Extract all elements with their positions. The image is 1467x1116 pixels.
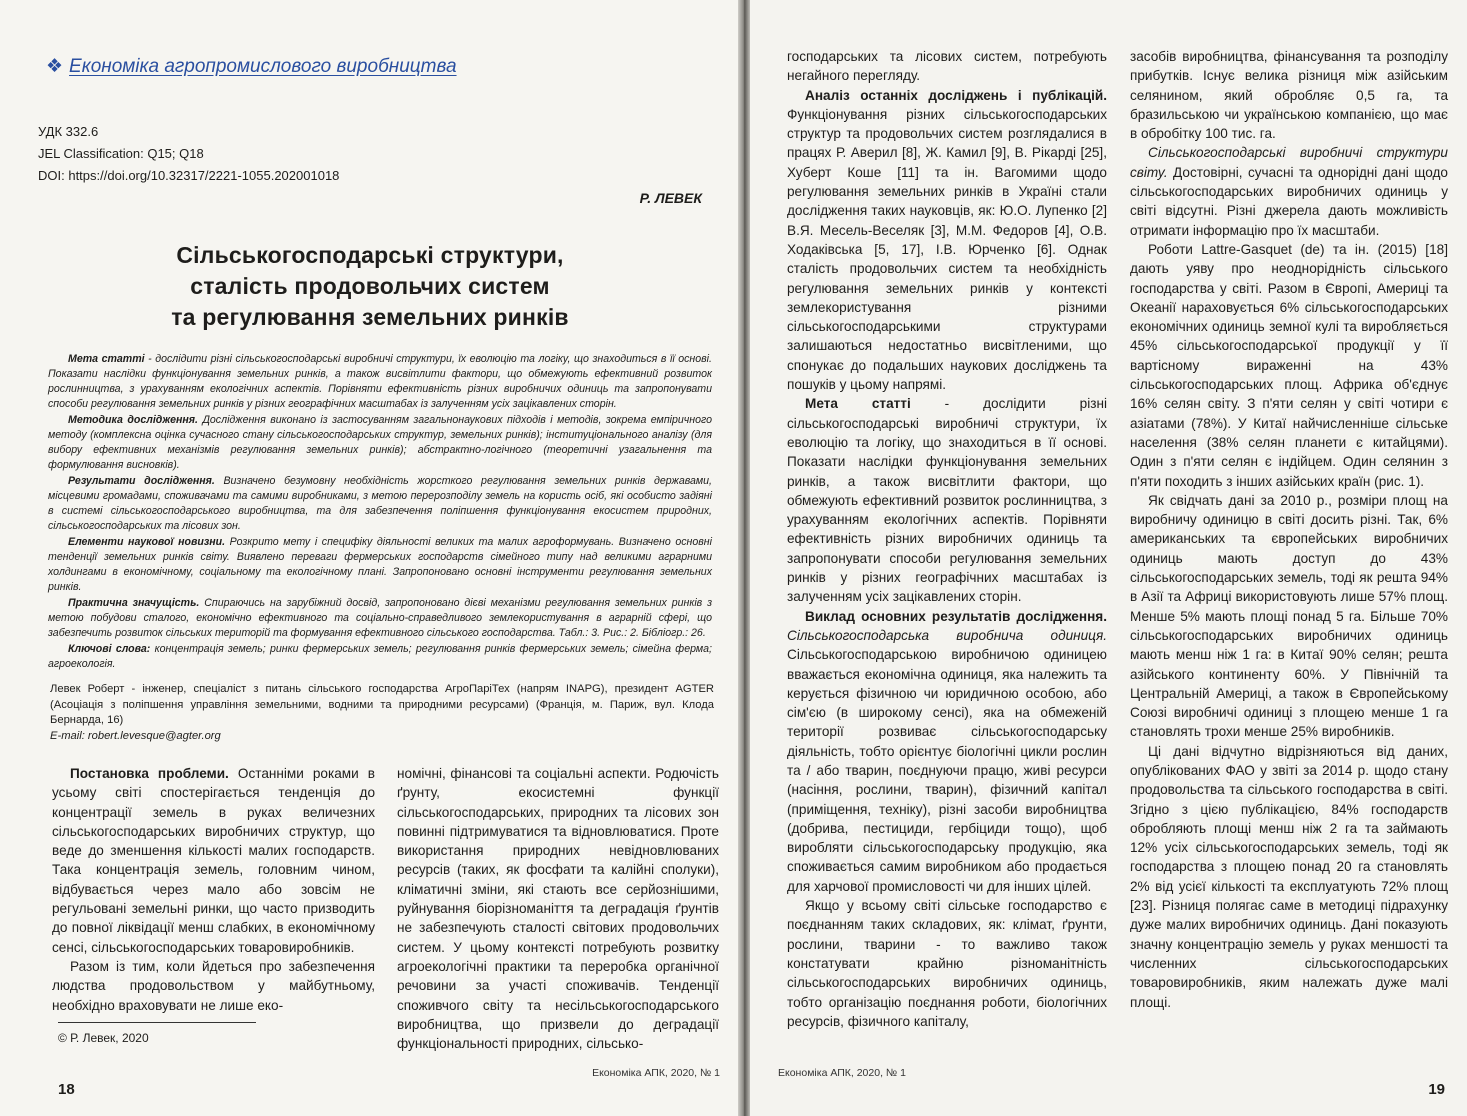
footnote-rule [58,1022,256,1023]
section-heading [46,55,457,78]
abstract-text: Визначено безумовну необхідність жорсткого регулювання земельних ринків державами, місцевими громадами, споживачами та самими виробниками, з метою перерозподілу земель на користь осіб, які особисто задіяні в системі сільськогосподарського виробництва, та для забезпечення поліпшення функціонування екосистем природних, сільськогосподарських та лісових зон. [48,475,712,532]
paragraph [787,86,1107,395]
author-name: Р. ЛЕВЕК [639,190,702,206]
article-title [60,240,680,333]
abstract-label: Результати дослідження. [68,475,215,487]
abstract-text: - дослідити різні сільськогосподарські виробничі структури, їх еволюцію та логіку, що знаходиться в її основі. Показати наслідки функціонування земельних ринків, а також висвітлити фактори, що обмежують ефективний розвиток рослинництва, з урахуванням екологічних аспектів. Порівняти ефективність різних виробничих одиниць та запропонувати способи регулювання земельних ринків у різних географічних масштабах із залученням усіх зацікавлених сторін. [48,353,712,410]
paragraph [787,607,1107,896]
paragraph [1130,491,1448,742]
running-footer: Економіка АПК, 2020, № 1 [778,1067,906,1079]
paragraph [787,394,1107,606]
left-page-column-1 [52,764,375,1015]
running-footer: Економіка АПК, 2020, № 1 [592,1067,720,1079]
paragraph [1130,742,1448,1012]
title-line: та регулювання земельних ринків [171,304,569,330]
section-heading-text: Економіка агропромислового виробництва [69,56,457,77]
abstract-paragraph [48,413,712,473]
title-line: сталість продовольчих систем [190,273,550,299]
paragraph [787,47,1107,86]
doi: DOI: https://doi.org/10.32317/2221-1055.202001018 [38,168,340,183]
abstract-label: Методика дослідження. [68,414,198,426]
paragraph-lead: Виклад основних результатів дослідження. [805,608,1107,624]
right-page [750,0,1467,1116]
paragraph [1130,47,1448,143]
abstract-label: Практична значущість. [68,597,200,609]
paragraph [52,764,375,957]
abstract-label: Елементи наукової новизни. [68,536,226,548]
author-bio [50,682,714,744]
abstract-paragraph [48,474,712,534]
abstract-text: Розкрито мету і специфіку діяльності великих та малих агроформувань. Визначено основні тенденції земельних ринків світу. Виявлено переваги фермерських господарств сімейного типу над великими аграрними холдингами в економічному, соціальному та екологічному плані. Запропоновано основні інструменти регулювання земельних ринків. [48,536,712,593]
bio-text: Левек Роберт - інженер, спеціаліст з питань сільського господарства АгроПаріТех (напрям INAPG), президент AGTER (Асоціація з поліпшення управління земельними, водними та природними ресурсами) (Франція, м. Париж, вул. Клода Бернарда, 16) [50,683,714,726]
abstract-paragraph [48,642,712,672]
paragraph-text: Сільськогосподарською виробничою одиницею вважається економічна одиниця, яка належить та керується фізичною чи юридичною особою, або сім'єю (в широкому сенсі), яка на обмеженій території розвиває сільськогосподарську діяльність, тобто орієнтує біологічні цикли рослин та / або тварин, поєднуючи працю, живі ресурси (насіння, рослини, тварин), фізичний капітал (приміщення, техніку), різні засоби виробництва (добрива, пестициди, гербіциди тощо), щоб виробляти сільськогосподарську продукцію, яка споживається самим виробником або продається для харчової промисловості чи для інших цілей. [787,647,1107,894]
paragraph-text: Ці дані відчутно відрізняються від даних, опублікованих ФАО у звіті за 2014 р. щодо стану продовольства та сільського господарства в світі. Згідно з цією публікацією, 84% господарств обробляють площі менш ніж 2 га та займають 12% усіх сільськогосподарських земель, тоді як господарства з площею понад 20 га становлять 2% від усієї кількості та експлуатують 72% площ [23]. Різниця полягає саме в методиці підрахунку дуже малих виробничих одиниць. Дані показують значну концентрацію земель у руках меншості та численних сільськогосподарських товаровиробників, яким належать дуже малі площі. [1130,743,1448,1010]
title-line: Сільськогосподарські структури, [176,242,564,268]
abstract-label: Мета статті [68,353,145,365]
paragraph-text: Функціонування різних сільськогосподарських структур та продовольчих систем розглядалися в працях Р. Аверил [8], Ж. Камил [9], В. Рікарді [25], Хуберт Коше [11] та ін. Вагомими щодо регулювання земельних ринків в Україні стали дослідження таких науковців, як: Ю.О. Лупенко [2] В.Я. Месель-Веселяк [3], М.М. Федоров [4], О.В. Ходаківська [5, 17], І.В. Юрченко [6]. Однак сталість продовольчих систем та необхідність регулювання земельних ринків у контексті землекористування різними сільськогосподарськими структурами залишаються недостатньо висвітленими, що спонукає до подальших наукових досліджень та пошуків у цьому напрямі. [787,106,1107,393]
paragraph-text: - дослідити різні сільськогосподарські виробничі структури, їх еволюцію та логіку, що знаходиться в її основі. Показати наслідки функціонування земельних ринків, а також висвітлити фактори, що обмежують ефективний розвиток рослинництва, з урахуванням екологічних аспектів. Порівняти ефективність різних виробничих одиниць та запропонувати способи регулювання земельних ринків у різних географічних масштабах із залученням усіх зацікавлених сторін. [787,396,1107,605]
spine-gutter [738,0,750,1116]
abstract-paragraph [48,352,712,412]
author-email: E-mail: robert.levesque@agter.org [50,729,221,742]
paragraph-text: Разом із тим, коли йдеться про забезпечення людства продовольством у майбутньому, необхідно враховувати не лише еко- [52,958,375,1013]
paragraph [397,764,719,1053]
abstract-text: Дослідження виконано із застосуванням загальнонаукових підходів і методів, зокрема емпіричного методу (комплексна оцінка сучасного стану сільськогосподарських структур, земельних ринків); інституціонального аналізу (для вибору ефективних механізмів регулювання земельних ринків); абстрактно-логічного (теоретичні узагальнення та формулювання висновків). [48,414,712,471]
paragraph-lead: Постановка проблеми. [70,766,229,781]
abstract-label: Ключові слова: [68,643,151,655]
paragraph-subheading: Сільськогосподарські виробничі структури світу. [1130,145,1448,180]
jel-classification: JEL Classification: Q15; Q18 [38,146,204,161]
abstract-paragraph [48,596,712,641]
paragraph [1130,240,1448,491]
paragraph-text: Роботи Lattre-Gasquet (de) та ін. (2015) [18] дають уяву про неоднорідність сільського господарства у світі. Разом в Європі, Америці та Океанії нараховується 6% сільськогосподарських економічних одиниць земної кулі та виробляється 45% сільськогосподарської продукції у її вартісному вираженні на 43% сільськогосподарських площ. Африка об'єднує 16% селян світу. З п'яти селян у світі чотири є азіатами (78%). У Китаї найчисленніше сільське населення (38% селян планети є китайцями). Один з п'яти селян є індійцем. Один селянин з п'яти походить з інших азійських країн (рис. 1). [1130,241,1448,489]
copyright-note: © Р. Левек, 2020 [58,1031,149,1045]
paragraph-text: господарських та лісових систем, потребують негайного перегляду. [787,49,1107,84]
diamond-bullet-icon: ❖ [46,56,64,77]
paragraph-text: Останніми роками в усьому світі спостерігається тенденція до концентрації земель в руках величезних сільськогосподарських виробничих структур, що веде до зменшення кількості малих господарств. Така концентрація земель, головним чином, відбувається через мало або зовсім не регульовані земельні ринки, що часто призводить до повної ліквідації менш слабких, в економічному сенсі, сільськогосподарських товаровиробників. [52,766,375,955]
abstract-paragraph [48,535,712,595]
paragraph-text: Як свідчать дані за 2010 р., розміри площ на виробничу одиницю в світі досить різні. Так, 6% американських та європейських виробничих одиниць мають доступ до 43% сільськогосподарських земель, тоді як решта 94% в Азії та Африці використовують лише 57% площ. Менше 5% мають площі понад 5 га. Більше 70% сільськогосподарських виробничих одиниць мають менш ніж 1 га: в Китаї 90% селян; решта азійського континенту 60%. У Північній та Центральній Америці, а також в Європейському Союзі виробничі одиниці з площею менше 1 га становлять трохи менше 25% виробників. [1130,492,1448,740]
udk-code: УДК 332.6 [38,124,99,139]
right-page-column-1 [787,47,1107,1031]
right-page-column-2 [1130,47,1448,1012]
paragraph-text: засобів виробництва, фінансування та розподілу прибутків. Існує велика різниця між азійським селянином, який обробляє 0,5 га, та бразильською чи українською компанією, що має в обробітку 100 тис. га. [1130,49,1448,142]
paragraph-lead: Аналіз останніх досліджень і публікацій. [805,87,1107,103]
paragraph [1130,143,1448,239]
abstract-text: концентрація земель; ринки фермерських земель; регулювання ринків фермерських земель; сімейна ферма; агроекологія. [48,643,712,670]
page-number: 18 [58,1081,75,1098]
page-number: 19 [1428,1081,1445,1098]
paragraph-text: Достовірні, сучасні та однорідні дані щодо сільськогосподарських виробничих одиниць у світі відсутні. Різні джерела дають можливість отримати інформацію про їх масштаби. [1130,164,1448,238]
abstract [48,352,712,673]
left-page-column-2 [397,764,719,1053]
paragraph [787,896,1107,1031]
paragraph-text: Якщо у всьому світі сільське господарство є поєднанням таких складових, як: клімат, ґрунти, рослини, тварини - то важливо також констатувати крайню різноманітність сільськогосподарських виробничих одиниць, тобто організацію поєднання роботи, біологічних ресурсів, фізичного капіталу, [787,898,1107,1029]
paragraph [52,957,375,1015]
paragraph-lead: Мета статті [805,396,911,412]
abstract-text: Спираючись на зарубіжний досвід, запропоновано дієві механізми регулювання земельних ринків з метою побудови сталого, економічно ефективного та соціально-справедливого землекористування в аграрній сфері, що забезпечить розвиток сільських територій та формування ефективного сільського господарства. Табл.: 3. Рис.: 2. Бібліогр.: 26. [48,597,713,639]
paragraph-text: номічні, фінансові та соціальні аспекти. Родючість ґрунту, екосистемні функції сільськогосподарських, природних та лісових зон повинні підтримуватися та відновлюватися. Проте використання природних невідновлюваних ресурсів (таких, як фосфати та калійні сполуки), кліматичні зміни, які стають все серйознішими, руйнування біорізноманіття та деградація ґрунтів не забезпечують сталості світових продовольчих систем. У цьому контексті потребують розвитку агроекологічні практики та переробка органічної речовини за участі споживачів. Тенденції споживчого світу та несільськогосподарського виробництва, що призвели до деградації функціональності природних, сільсько- [397,766,719,1052]
paragraph-subheading: Сільськогосподарська виробнича одиниця. [787,627,1107,643]
